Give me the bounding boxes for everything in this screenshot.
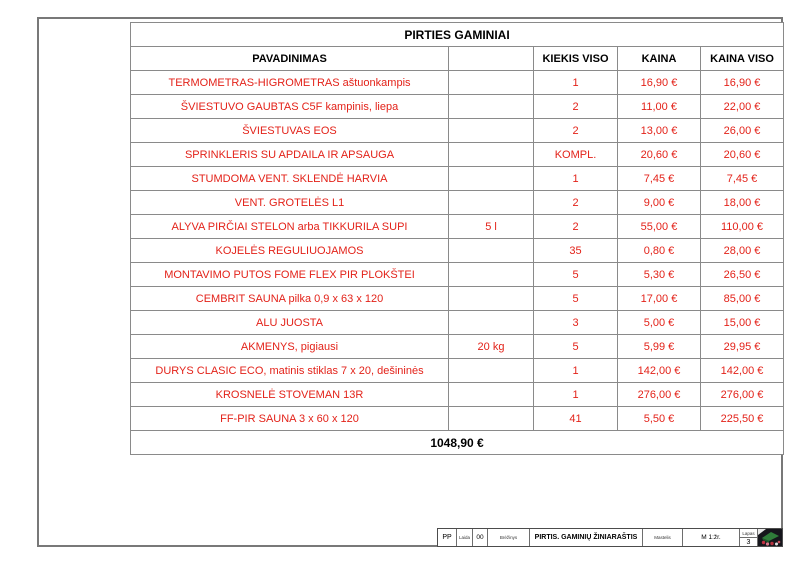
cell-price: 11,00 € (618, 95, 701, 119)
cell-qty: 2 (534, 95, 618, 119)
cell-total: 29,95 € (701, 335, 784, 359)
cell-price: 0,80 € (618, 239, 701, 263)
cell-unit: 20 kg (449, 335, 534, 359)
cell-unit (449, 119, 534, 143)
cell-price: 276,00 € (618, 383, 701, 407)
cell-name: CEMBRIT SAUNA pilka 0,9 x 63 x 120 (131, 287, 449, 311)
cell-total: 18,00 € (701, 191, 784, 215)
cell-name: SPRINKLERIS SU APDAILA IR APSAUGA (131, 143, 449, 167)
table-body (131, 71, 784, 431)
grand-total-row (131, 431, 784, 455)
cell-unit (449, 239, 534, 263)
cell-name: STUMDOMA VENT. SKLENDĖ HARVIA (131, 167, 449, 191)
table-row (131, 335, 784, 359)
cell-total: 26,00 € (701, 119, 784, 143)
table-title: PIRTIES GAMINIAI (131, 23, 784, 47)
cell-total: 142,00 € (701, 359, 784, 383)
cell-total: 16,90 € (701, 71, 784, 95)
table-row (131, 215, 784, 239)
title-block-lapas-value: 3 (746, 538, 751, 546)
cell-name: KOJELĖS REGULIUOJAMOS (131, 239, 449, 263)
products-table (130, 22, 784, 455)
cell-total: 22,00 € (701, 95, 784, 119)
cell-unit (449, 167, 534, 191)
cell-total: 20,60 € (701, 143, 784, 167)
title-block-drawing-title: PIRTIS. GAMINIŲ ŽINIARAŠTIS (530, 529, 643, 546)
table-row (131, 119, 784, 143)
table-row (131, 263, 784, 287)
title-block-project-code: PP (438, 529, 457, 546)
title-block-lapas-label: Lapas (740, 529, 757, 538)
grand-total: 1048,90 € (131, 431, 784, 455)
cell-qty: 5 (534, 263, 618, 287)
table-row (131, 239, 784, 263)
cell-unit (449, 383, 534, 407)
cell-name: ŠVIESTUVAS EOS (131, 119, 449, 143)
title-block (437, 528, 783, 547)
table-row (131, 383, 784, 407)
cell-unit: 5 l (449, 215, 534, 239)
title-block-sheet-cell (740, 529, 758, 546)
cell-unit (449, 359, 534, 383)
cell-name: FF-PIR SAUNA 3 x 60 x 120 (131, 407, 449, 431)
table-row (131, 167, 784, 191)
cell-qty: 1 (534, 383, 618, 407)
cell-price: 17,00 € (618, 287, 701, 311)
cell-name: MONTAVIMO PUTOS FOME FLEX PIR PLOKŠTEI (131, 263, 449, 287)
cell-unit (449, 407, 534, 431)
cell-unit (449, 287, 534, 311)
cell-price: 9,00 € (618, 191, 701, 215)
cell-qty: 2 (534, 119, 618, 143)
cell-qty: KOMPL. (534, 143, 618, 167)
table-title-row (131, 23, 784, 47)
table-row (131, 143, 784, 167)
cell-name: AKMENYS, pigiausi (131, 335, 449, 359)
cell-price: 5,00 € (618, 311, 701, 335)
cell-qty: 2 (534, 215, 618, 239)
column-header-price: KAINA (618, 47, 701, 71)
table-row (131, 71, 784, 95)
cell-price: 142,00 € (618, 359, 701, 383)
title-block-brezinys-label: Brėžinys (488, 529, 530, 546)
cell-total: 225,50 € (701, 407, 784, 431)
cell-total: 28,00 € (701, 239, 784, 263)
cell-unit (449, 71, 534, 95)
table-row (131, 287, 784, 311)
column-header-total: KAINA VISO (701, 47, 784, 71)
cell-unit (449, 95, 534, 119)
title-block-scale-value: M 1:žr. (683, 529, 740, 546)
column-header-qty: KIEKIS VISO (534, 47, 618, 71)
cell-total: 26,50 € (701, 263, 784, 287)
cell-qty: 1 (534, 167, 618, 191)
table-row (131, 95, 784, 119)
table-row (131, 359, 784, 383)
company-logo-icon (758, 529, 782, 546)
cell-name: ALYVA PIRČIAI STELON arba TIKKURILA SUPI (131, 215, 449, 239)
cell-qty: 3 (534, 311, 618, 335)
cell-qty: 5 (534, 287, 618, 311)
cell-qty: 5 (534, 335, 618, 359)
cell-name: ŠVIESTUVO GAUBTAS C5F kampinis, liepa (131, 95, 449, 119)
table-header-row (131, 47, 784, 71)
cell-unit (449, 263, 534, 287)
table-row (131, 407, 784, 431)
title-block-laida-label: Laida (457, 529, 473, 546)
table-row (131, 311, 784, 335)
cell-name: DURYS CLASIC ECO, matinis stiklas 7 x 20, dešininės (131, 359, 449, 383)
cell-name: VENT. GROTELĖS L1 (131, 191, 449, 215)
cell-price: 13,00 € (618, 119, 701, 143)
table-row (131, 191, 784, 215)
cell-price: 5,50 € (618, 407, 701, 431)
cell-total: 7,45 € (701, 167, 784, 191)
cell-price: 5,30 € (618, 263, 701, 287)
cell-price: 55,00 € (618, 215, 701, 239)
column-header-name: PAVADINIMAS (131, 47, 449, 71)
cell-qty: 1 (534, 71, 618, 95)
title-block-revision-value: 00 (473, 529, 488, 546)
cell-total: 15,00 € (701, 311, 784, 335)
cell-price: 5,99 € (618, 335, 701, 359)
cell-qty: 41 (534, 407, 618, 431)
cell-unit (449, 311, 534, 335)
cell-unit (449, 191, 534, 215)
column-header-unit (449, 47, 534, 71)
cell-total: 110,00 € (701, 215, 784, 239)
title-block-mastelis-label: Mastelis (643, 529, 683, 546)
cell-qty: 2 (534, 191, 618, 215)
cell-name: ALU JUOSTA (131, 311, 449, 335)
cell-price: 20,60 € (618, 143, 701, 167)
cell-name: KROSNELĖ STOVEMAN 13R (131, 383, 449, 407)
cell-total: 276,00 € (701, 383, 784, 407)
cell-price: 7,45 € (618, 167, 701, 191)
cell-name: TERMOMETRAS-HIGROMETRAS aštuonkampis (131, 71, 449, 95)
cell-total: 85,00 € (701, 287, 784, 311)
cell-price: 16,90 € (618, 71, 701, 95)
cell-qty: 1 (534, 359, 618, 383)
cell-unit (449, 143, 534, 167)
cell-qty: 35 (534, 239, 618, 263)
